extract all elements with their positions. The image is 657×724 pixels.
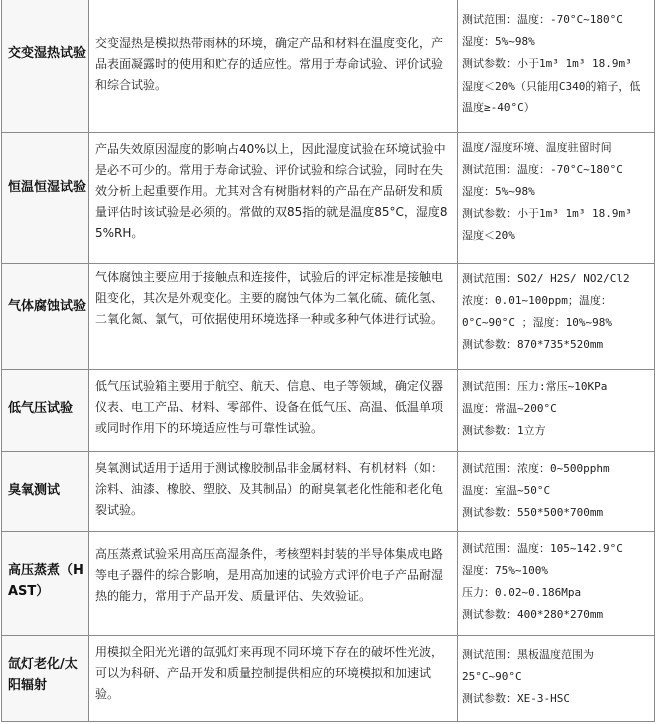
test-description-cell	[89, 532, 458, 636]
param-line: 测试参数：400*280*270mm	[462, 608, 604, 621]
param-line: 湿度：5%~98%	[462, 35, 535, 48]
param-line: 测试参数：小于1m³ 1m³ 18.9m³	[462, 207, 632, 220]
test-description-cell	[89, 264, 458, 370]
table-row	[2, 370, 655, 452]
test-description: 低气压试验箱主要用于航空、航天、信息、电子等领域，确定仪器仪表、电工产品、材料、零部件、设备在低气压、高温、低温单项或同时作用下的环境适应性与可靠性试验。	[95, 379, 444, 435]
table-row	[2, 532, 655, 636]
table-row	[2, 452, 655, 532]
test-name-cell	[2, 0, 89, 133]
test-name-cell	[2, 636, 89, 722]
test-params-cell	[458, 370, 655, 452]
test-description: 气体腐蚀主要应用于接触点和连接件，试验后的评定标准是接触电阻变化，其次是外观变化。主要的腐蚀气体为二氧化硫、硫化氢、二氧化氮、氯气，可依据使用环境选择一种或多种气体进行试验。	[95, 270, 444, 326]
param-line: 湿度：75%~100%	[462, 564, 548, 577]
test-name: 交变湿热试验	[8, 46, 87, 61]
param-line: 25°C~90°C	[462, 670, 522, 683]
test-params-cell	[458, 0, 655, 133]
param-line: 测试参数：550*500*700mm	[462, 506, 604, 519]
param-line: 测试范围：温度：-70°C~180°C	[462, 163, 623, 176]
test-description: 产品失效原因湿度的影响占40%以上，因此湿度试验在环境试验中是必不可少的。常用于寿命试验、评价试验和综合试验，同时在失效分析上起重要作用。尤其对含有树脂材料的产品在产品研发和质量评估时该试验是必须的。常做的双85指的就是温度85°C，湿度85%RH。	[95, 142, 448, 240]
test-params-cell	[458, 264, 655, 370]
test-name-cell	[2, 532, 89, 636]
param-line: 测试参数：870*735*520mm	[462, 338, 604, 351]
test-items-table	[1, 0, 655, 722]
param-line: 测试范围：黑板温度范围为	[462, 648, 594, 661]
test-name: 臭氧测试	[8, 483, 61, 498]
param-line: 0°C~90°C ；湿度：10%~98%	[462, 316, 612, 329]
table-row	[2, 0, 655, 133]
test-description-cell	[89, 452, 458, 532]
test-params-cell	[458, 636, 655, 722]
param-line: 湿度＜20%（只能用C340的箱子，低温度≥-40°C）	[462, 80, 641, 114]
test-name: 气体腐蚀试验	[8, 299, 87, 314]
test-params-cell	[458, 133, 655, 264]
test-name-cell	[2, 452, 89, 532]
param-line: 温度/湿度环境、温度驻留时间	[462, 141, 612, 154]
param-line: 测试参数：XE-3-HSC	[462, 692, 570, 705]
param-line: 测试范围：压力:常压~10KPa	[462, 380, 608, 393]
test-description-cell	[89, 636, 458, 722]
test-description-cell	[89, 133, 458, 264]
param-line: 测试范围：SO2/ H2S/ NO2/Cl2	[462, 272, 630, 285]
param-line: 压力：0.02~0.186Mpa	[462, 586, 582, 599]
test-description: 高压蒸煮试验采用高压高湿条件，考核塑料封装的半导体集成电路等电子器件的综合影响，是用高加速的试验方式评价电子产品耐湿热的能力，常用于产品开发、质量评估、失效验证。	[95, 547, 444, 603]
param-line: 湿度：5%~98%	[462, 185, 535, 198]
test-description-cell	[89, 370, 458, 452]
test-name-cell	[2, 133, 89, 264]
param-line: 测试范围：温度：-70°C~180°C	[462, 13, 623, 26]
test-params-cell	[458, 532, 655, 636]
param-line: 测试参数：1立方	[462, 424, 546, 437]
test-name: 恒温恒湿试验	[8, 180, 87, 195]
table-row	[2, 133, 655, 264]
test-params-cell	[458, 452, 655, 532]
test-description: 交变湿热是模拟热带雨林的环境，确定产品和材料在温度变化，产品表面凝露时的使用和贮存的适应性。常用于寿命试验、评价试验和综合试验。	[95, 36, 444, 92]
test-name: 低气压试验	[8, 401, 74, 416]
param-line: 温度：室温~50°C	[462, 484, 551, 497]
table-row	[2, 264, 655, 370]
param-line: 温度：常温~200°C	[462, 402, 557, 415]
table-row	[2, 636, 655, 722]
test-description: 用模拟全阳光光谱的氙弧灯来再现不同环境下存在的破坏性光波，可以为科研、产品开发和质量控制提供相应的环境模拟和加速试验。	[95, 645, 444, 701]
test-name-cell	[2, 264, 89, 370]
param-line: 湿度＜20%	[462, 229, 515, 242]
test-name: 氙灯老化/太阳辐射	[8, 657, 78, 693]
test-description-cell	[89, 0, 458, 133]
param-line: 浓度：0.01~100ppm；温度：	[462, 294, 612, 307]
param-line: 测试范围：温度：105~142.9°C	[462, 542, 623, 555]
param-line: 测试范围：浓度：0~500pphm	[462, 462, 610, 475]
test-name-cell	[2, 370, 89, 452]
test-description: 臭氧测试适用于适用于测试橡胶制品非金属材料、有机材料（如：涂料、油漆、橡胶、塑胶、及其制品）的耐臭氧老化性能和老化龟裂试验。	[95, 461, 444, 517]
test-name: 高压蒸煮（HAST）	[8, 563, 84, 599]
param-line: 测试参数：小于1m³ 1m³ 18.9m³	[462, 57, 632, 70]
